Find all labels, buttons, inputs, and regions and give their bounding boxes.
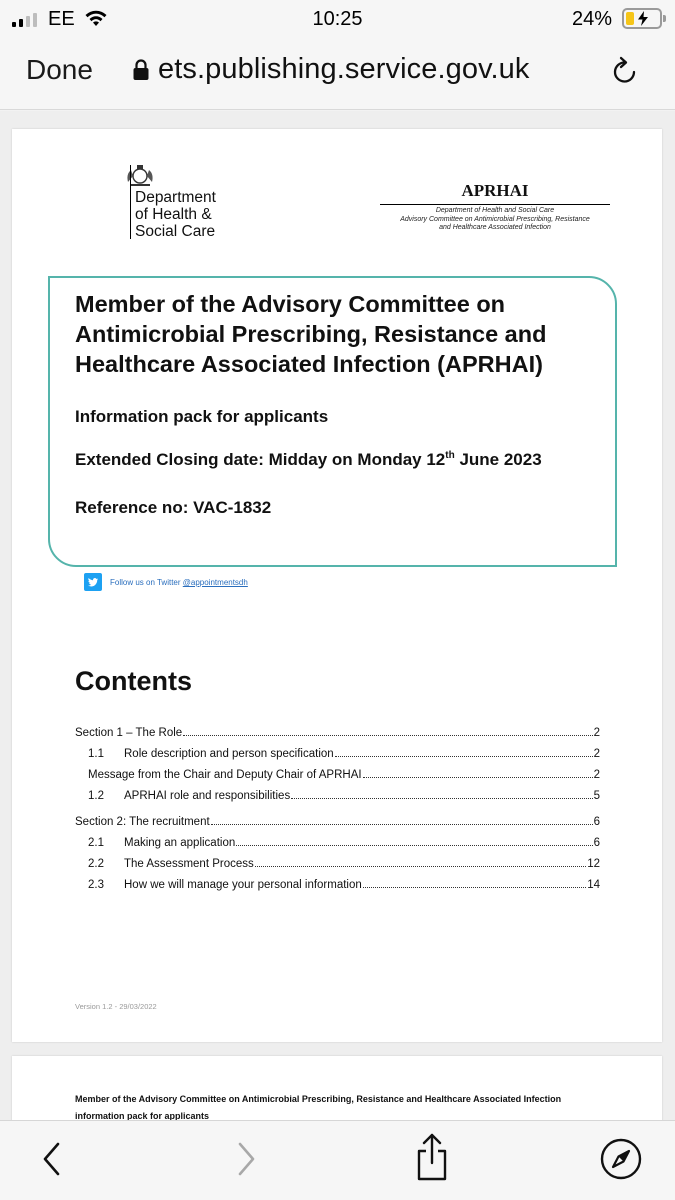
toc-entry[interactable]: Section 1 – The Role 2 (75, 727, 600, 739)
share-icon[interactable] (412, 1131, 452, 1185)
version-text: Version 1.2 - 29/03/2022 (75, 1002, 157, 1011)
carrier-name: EE (48, 8, 75, 30)
toc-entry[interactable]: Section 2: The recruitment 6 (75, 816, 600, 828)
status-time: 10:25 (312, 8, 363, 30)
browser-url-bar (0, 38, 675, 110)
toc-entry[interactable]: 2.1 Making an application 6 (88, 837, 600, 849)
bolt-icon (636, 11, 650, 26)
document-title: Member of the Advisory Committee on Antimicrobial Prescribing, Resistance and Healthcare Associated Infection (APRHAI) (75, 291, 547, 377)
reference-number: Reference no: VAC-1832 (75, 498, 272, 517)
status-bar (0, 0, 675, 38)
battery-level (626, 12, 634, 25)
forward-icon[interactable] (230, 1135, 260, 1185)
url-address[interactable]: ets.publishing.service.gov.uk (158, 53, 530, 85)
twitter-follow-text: Follow us on Twitter @appointmentsdh (110, 578, 248, 587)
document-page-1 (12, 129, 662, 1042)
document-page-2 (12, 1056, 662, 1120)
toc-entry[interactable]: 2.2 The Assessment Process 12 (88, 858, 600, 870)
contents-heading: Contents (75, 666, 192, 696)
browser-toolbar (0, 1120, 675, 1200)
toc-entry[interactable]: 1.1 Role description and person specification 2 (88, 748, 600, 760)
aprhai-logo-subtitle: Department of Health and Social Care Advisory Committee on Antimicrobial Prescribing, Resistance and Healthcare Associated Infection (400, 207, 590, 231)
done-button[interactable]: Done (26, 54, 93, 85)
pdf-viewer[interactable] (0, 111, 675, 1120)
compass-icon[interactable] (598, 1136, 644, 1182)
battery-percentage: 24% (572, 8, 613, 30)
royal-crest-icon (122, 162, 158, 188)
aprhai-logo-rule (380, 204, 610, 205)
back-icon[interactable] (38, 1135, 68, 1185)
twitter-handle-link[interactable]: @appointmentsdh (182, 578, 248, 587)
closing-date: Extended Closing date: Midday on Monday 12th June 2023 (75, 450, 542, 469)
toc-entry[interactable]: 2.3 How we will manage your personal information 14 (88, 879, 600, 891)
reload-icon[interactable] (608, 55, 642, 89)
department-name: Department of Health & Social Care (135, 189, 216, 240)
lock-icon (132, 58, 150, 82)
page-header-title: Member of the Advisory Committee on Antimicrobial Prescribing, Resistance and Healthcare Associated Infection information pack for applicants (75, 1094, 562, 1120)
twitter-icon (84, 573, 102, 591)
toc-entry[interactable]: Message from the Chair and Deputy Chair of APRHAI 2 (88, 769, 600, 781)
document-subtitle: Information pack for applicants (75, 407, 329, 426)
toc-entry[interactable]: 1.2 APRHAI role and responsibilities 5 (88, 790, 600, 802)
department-rule (130, 165, 131, 239)
aprhai-logo-title: APRHAI (461, 181, 529, 200)
battery-charging-icon (622, 8, 662, 29)
